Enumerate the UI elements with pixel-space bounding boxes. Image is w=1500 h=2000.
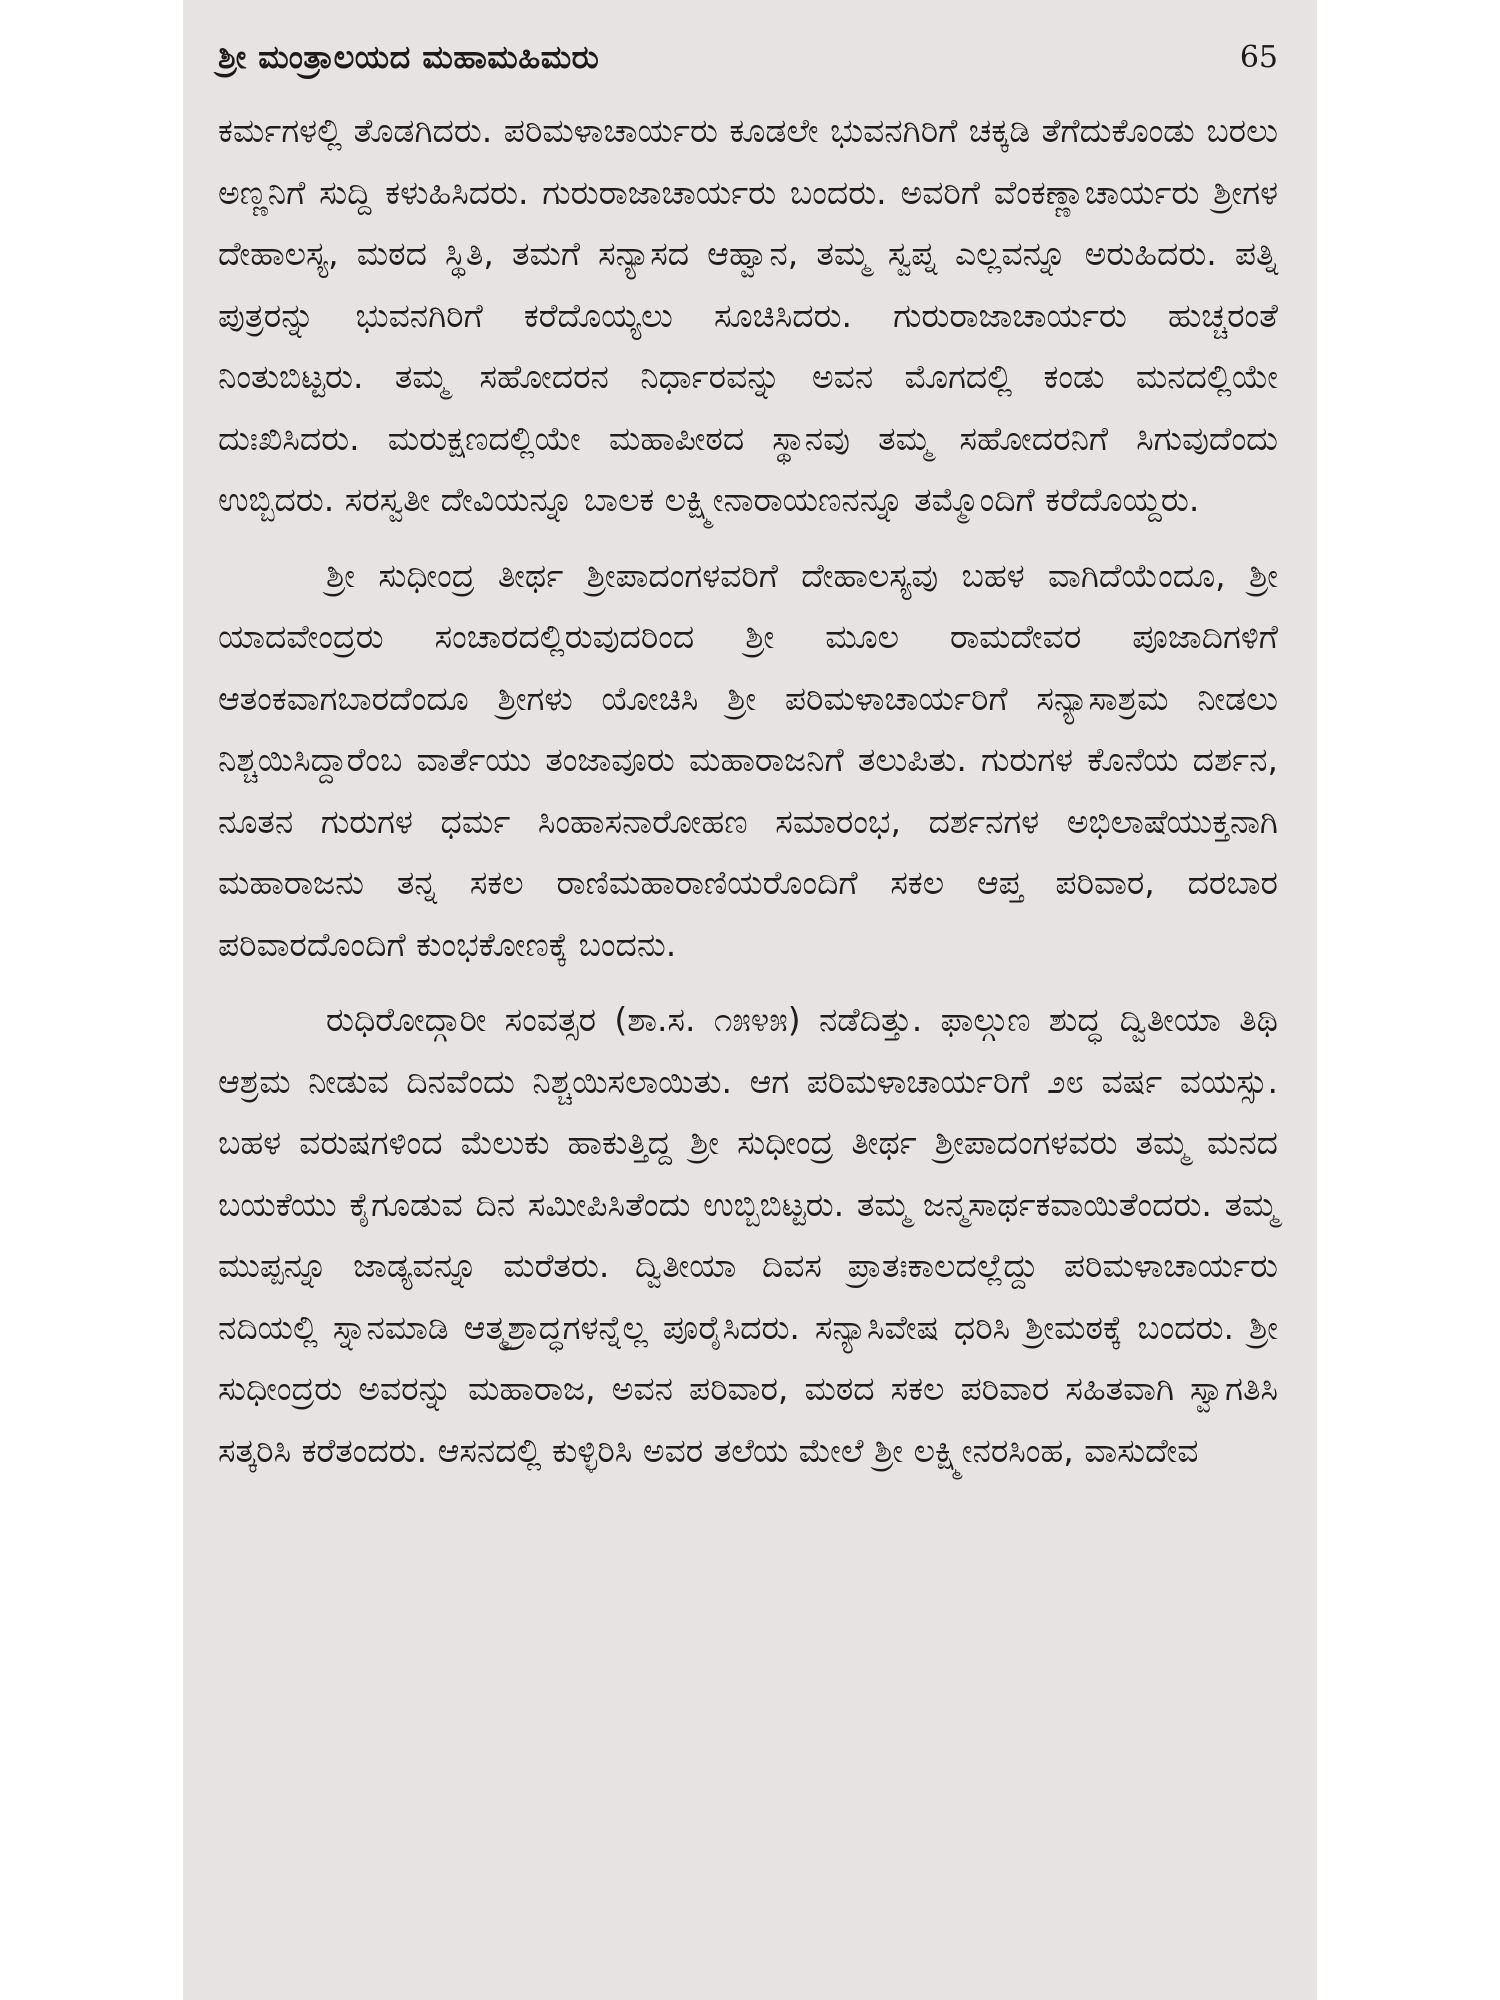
paragraph-2: ಶ್ರೀ ಸುಧೀಂದ್ರ ತೀರ್ಥ ಶ್ರೀಪಾದಂಗಳವರಿಗೆ ದೇಹಾಲಸ್ಯವು ಬಹಳ ವಾಗಿದೆಯೆಂದೂ, ಶ್ರೀ ಯಾದವೇಂದ್ರರು ಸಂಚಾರದಲ್ಲಿರುವುದರಿಂದ ಶ್ರೀ ಮೂಲ ರಾಮದೇವರ ಪೂಜಾದಿಗಳಿಗೆ ಆತಂಕವಾಗಬಾರದೆಂದೂ ಶ್ರೀಗಳು ಯೋಚಿಸಿ ಶ್ರೀ ಪರಿಮಳಾಚಾರ್ಯರಿಗೆ ಸನ್ಯಾಸಾಶ್ರಮ ನೀಡಲು ನಿಶ್ಚಯಿಸಿದ್ದಾರೆಂಬ ವಾರ್ತೆಯು ತಂಜಾವೂರು ಮಹಾರಾಜನಿಗೆ ತಲುಪಿತು. ಗುರುಗಳ ಕೊನೆಯ ದರ್ಶನ, ನೂತನ ಗುರುಗಳ ಧರ್ಮ ಸಿಂಹಾಸನಾರೋಹಣ ಸಮಾರಂಭ, ದರ್ಶನಗಳ ಅಭಿಲಾಷೆಯುಕ್ತನಾಗಿ ಮಹಾರಾಜನು ತನ್ನ ಸಕಲ ರಾಣಿಮಹಾರಾಣಿಯರೊಂದಿಗೆ ಸಕಲ ಆಪ್ತ ಪರಿವಾರ, ದರಬಾರ ಪರಿವಾರದೊಂದಿಗೆ ಕುಂಭಕೋಣಕ್ಕೆ ಬಂದನು. (218, 555, 1278, 964)
running-title: ಶ್ರೀ ಮಂತ್ರಾಲಯದ ಮಹಾಮಹಿಮರು (218, 38, 600, 76)
page-header (218, 38, 1278, 90)
paragraph-3: ರುಧಿರೋದ್ಗಾರೀ ಸಂವತ್ಸರ (ಶಾ.ಸ. ೧೫೪೫) ನಡೆದಿತ್ತು. ಫಾಲ್ಗುಣ ಶುದ್ಧ ದ್ವಿತೀಯಾ ತಿಥಿ ಆಶ್ರಮ ನೀಡುವ ದಿನವೆಂದು ನಿಶ್ಚಯಿಸಲಾಯಿತು. ಆಗ ಪರಿಮಳಾಚಾರ್ಯರಿಗೆ ೨೮ ವರ್ಷ ವಯಸ್ಸು. ಬಹಳ ವರುಷಗಳಿಂದ ಮೆಲುಕು ಹಾಕುತ್ತಿದ್ದ ಶ್ರೀ ಸುಧೀಂದ್ರ ತೀರ್ಥ ಶ್ರೀಪಾದಂಗಳವರು ತಮ್ಮ ಮನದ ಬಯಕೆಯು ಕೈಗೂಡುವ ದಿನ ಸಮೀಪಿಸಿತೆಂದು ಉಬ್ಬಿಬಿಟ್ಟರು. ತಮ್ಮ ಜನ್ಮಸಾರ್ಥಕವಾಯಿತೆಂದರು. ತಮ್ಮ ಮುಪ್ಪನ್ನೂ ಜಾಡ್ಯವನ್ನೂ ಮರೆತರು. ದ್ವಿತೀಯಾ ದಿವಸ ಪ್ರಾತಃಕಾಲದಲ್ಲೆದ್ದು ಪರಿಮಳಾಚಾರ್ಯರು ನದಿಯಲ್ಲಿ ಸ್ನಾನಮಾಡಿ ಆತ್ಮಶ್ರಾದ್ಧಗಳನ್ನೆಲ್ಲ ಪೂರೈಸಿದರು. ಸನ್ಯಾಸಿವೇಷ ಧರಿಸಿ ಶ್ರೀಮಠಕ್ಕೆ ಬಂದರು. ಶ್ರೀ ಸುಧೀಂದ್ರರು ಅವರನ್ನು ಮಹಾರಾಜ, ಅವನ ಪರಿವಾರ, ಮಠದ ಸಕಲ ಪರಿವಾರ ಸಹಿತವಾಗಿ ಸ್ವಾಗತಿಸಿ ಸತ್ಕರಿಸಿ ಕರೆತಂದರು. ಆಸನದಲ್ಲಿ ಕುಳ್ಳಿರಿಸಿ ಅವರ ತಲೆಯ ಮೇಲೆ ಶ್ರೀ ಲಕ್ಷ್ಮೀನರಸಿಂಹ, ವಾಸುದೇವ (218, 1000, 1278, 1470)
book-page (183, 0, 1317, 2000)
body-text (218, 100, 1278, 1481)
page-number: 65 (1239, 40, 1278, 75)
paragraph-1: ಕರ್ಮಗಳಲ್ಲಿ ತೊಡಗಿದರು. ಪರಿಮಳಾಚಾರ್ಯರು ಕೂಡಲೇ ಭುವನಗಿರಿಗೆ ಚಕ್ಕಡಿ ತೆಗೆದುಕೊಂಡು ಬರಲು ಅಣ್ಣನಿಗೆ ಸುದ್ದಿ ಕಳುಹಿಸಿದರು. ಗುರುರಾಜಾಚಾರ್ಯರು ಬಂದರು. ಅವರಿಗೆ ವೆಂಕಣ್ಣಾಚಾರ್ಯರು ಶ್ರೀಗಳ ದೇಹಾಲಸ್ಯ, ಮಠದ ಸ್ಥಿತಿ, ತಮಗೆ ಸನ್ಯಾಸದ ಆಹ್ವಾನ, ತಮ್ಮ ಸ್ವಪ್ನ ಎಲ್ಲವನ್ನೂ ಅರುಹಿದರು. ಪತ್ನಿ ಪುತ್ರರನ್ನು ಭುವನಗಿರಿಗೆ ಕರೆದೊಯ್ಯಲು ಸೂಚಿಸಿದರು. ಗುರುರಾಜಾಚಾರ್ಯರು ಹುಚ್ಚರಂತೆ ನಿಂತುಬಿಟ್ಟರು. ತಮ್ಮ ಸಹೋದರನ ನಿರ್ಧಾರವನ್ನು ಅವನ ಮೊಗದಲ್ಲಿ ಕಂಡು ಮನದಲ್ಲಿಯೇ ದುಃಖಿಸಿದರು. ಮರುಕ್ಷಣದಲ್ಲಿಯೇ ಮಹಾಪೀಠದ ಸ್ಥಾನವು ತಮ್ಮ ಸಹೋದರನಿಗೆ ಸಿಗುವುದೆಂದು ಉಬ್ಬಿದರು. ಸರಸ್ವತೀ ದೇವಿಯನ್ನೂ ಬಾಲಕ ಲಕ್ಷ್ಮೀನಾರಾಯಣನನ್ನೂ ತಮ್ಮೊಂದಿಗೆ ಕರೆದೊಯ್ದರು. (218, 111, 1278, 519)
